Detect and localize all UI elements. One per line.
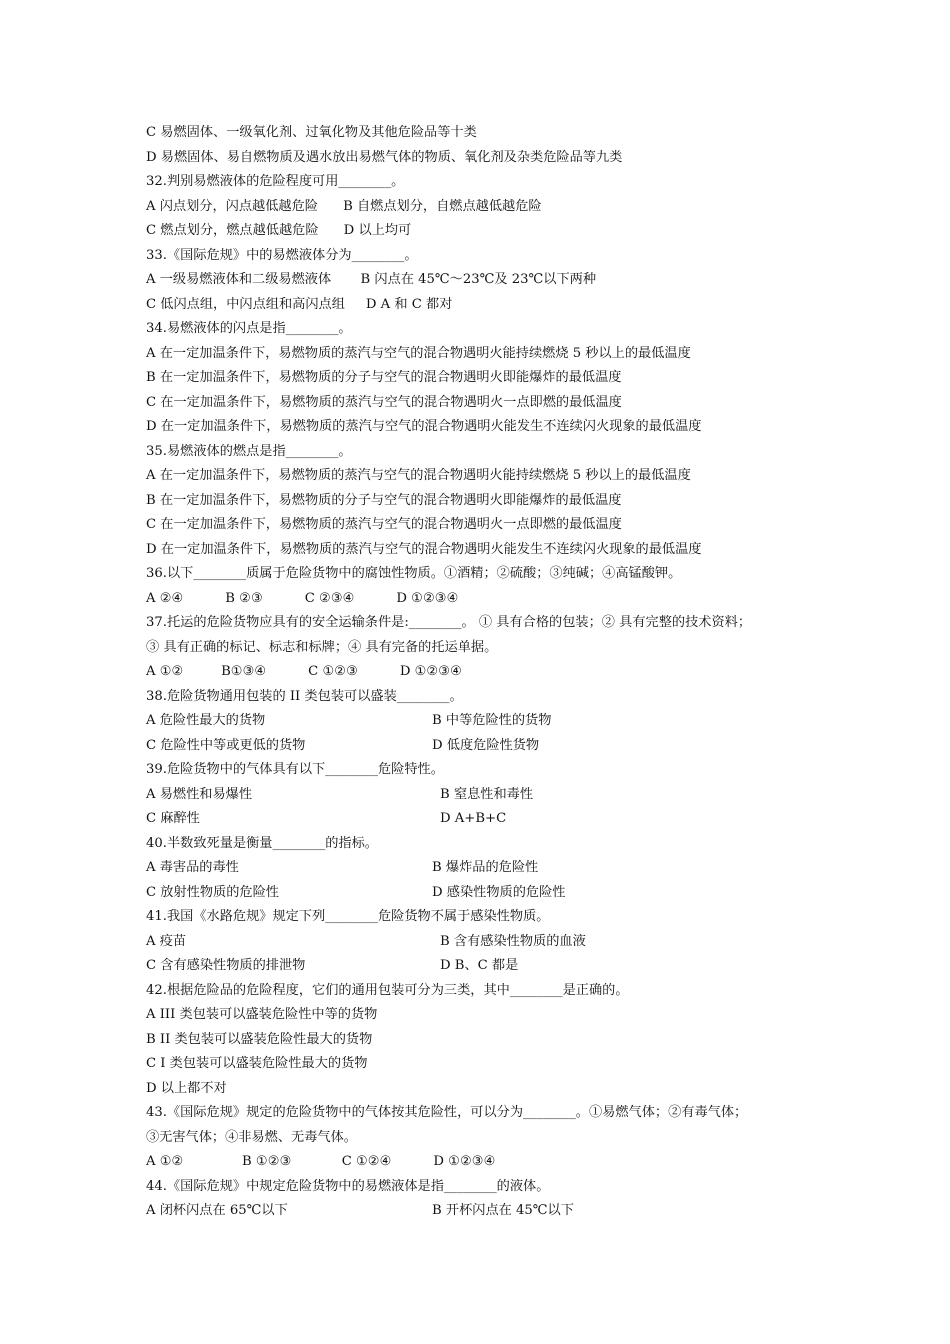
- text-line: A 毒害品的毒性: [146, 860, 239, 875]
- question-35: 35.易燃液体的燃点是指________。: [146, 444, 352, 459]
- text-line: D 在一定加温条件下，易燃物质的蒸汽与空气的混合物遇明火能发生不连续闪火现象的最低温度: [146, 419, 702, 434]
- text-line: A 闪点划分，闪点越低越危险 B 自燃点划分，自燃点越低越危险: [146, 199, 542, 214]
- text-line: A ①② B ①②③ C ①②④ D ①②③④: [146, 1154, 496, 1169]
- text-line: B 在一定加温条件下，易燃物质的分子与空气的混合物遇明火即能爆炸的最低温度: [146, 370, 622, 385]
- text-line: B 爆炸品的危险性: [432, 860, 539, 875]
- text-line: A ①② B①③④ C ①②③ D ①②③④: [146, 664, 462, 679]
- question-38: 38.危险货物通用包装的 II 类包装可以盛装________。: [146, 689, 463, 704]
- question-40: 40.半数致死量是衡量________的指标。: [146, 836, 378, 851]
- text-line: B II 类包装可以盛装危险性最大的货物: [146, 1032, 373, 1047]
- question-42: 42.根据危险品的危险程度，它们的通用包装可分为三类，其中________是正确的。: [146, 983, 629, 998]
- text-line: A 在一定加温条件下，易燃物质的蒸汽与空气的混合物遇明火能持续燃烧 5 秒以上的最低温度: [146, 346, 691, 361]
- text-line: B 中等危险性的货物: [432, 713, 552, 728]
- question-32: 32.判别易燃液体的危险程度可用________。: [146, 174, 405, 189]
- question-34: 34.易燃液体的闪点是指________。: [146, 321, 352, 336]
- text-line: A 一级易燃液体和二级易燃液体 B 闪点在 45℃～23℃及 23℃以下两种: [146, 272, 597, 287]
- text-line: C 低闪点组，中闪点组和高闪点组 D A 和 C 都对: [146, 297, 453, 312]
- text-line: C I 类包装可以盛装危险性最大的货物: [146, 1056, 368, 1071]
- text-line: D B、C 都是: [440, 958, 519, 973]
- text-line: C 放射性物质的危险性: [146, 885, 279, 900]
- text-line: D 在一定加温条件下，易燃物质的蒸汽与空气的混合物遇明火能发生不连续闪火现象的最低温度: [146, 542, 702, 557]
- text-line: A III 类包装可以盛装危险性中等的货物: [146, 1007, 378, 1022]
- text-line: B 窒息性和毒性: [440, 787, 534, 802]
- text-line: D 感染性物质的危险性: [432, 885, 566, 900]
- text-line: A 闭杯闪点在 65℃以下: [146, 1203, 288, 1218]
- text-line: C 在一定加温条件下，易燃物质的蒸汽与空气的混合物遇明火一点即燃的最低温度: [146, 517, 622, 532]
- text-line: D 低度危险性货物: [432, 738, 540, 753]
- text-line: D A+B+C: [440, 811, 507, 826]
- text-line: A 在一定加温条件下，易燃物质的蒸汽与空气的混合物遇明火能持续燃烧 5 秒以上的最低温度: [146, 468, 691, 483]
- text-line: D 易燃固体、易自燃物质及遇水放出易燃气体的物质、氧化剂及杂类危险品等九类: [146, 150, 623, 165]
- text-line: D 以上都不对: [146, 1081, 227, 1096]
- question-44: 44.《国际危规》中规定危险货物中的易燃液体是指________的液体。: [146, 1179, 550, 1194]
- question-37: 37.托运的危险货物应具有的安全运输条件是:________。 ① 具有合格的包装；② 具有完整的技术资料；: [146, 615, 752, 630]
- question-41: 41.我国《水路危规》规定下列________危险货物不属于感染性物质。: [146, 909, 550, 924]
- question-39: 39.危险货物中的气体具有以下________危险特性。: [146, 762, 444, 777]
- text-line: C 燃点划分，燃点越低越危险 D 以上均可: [146, 223, 412, 238]
- text-line: ③无害气体；④非易燃、无毒气体。: [146, 1130, 357, 1145]
- text-line: B 在一定加温条件下，易燃物质的分子与空气的混合物遇明火即能爆炸的最低温度: [146, 493, 622, 508]
- text-line: C 麻醉性: [146, 811, 200, 826]
- text-line: A 易燃性和易爆性: [146, 787, 253, 802]
- question-43: 43.《国际危规》规定的危险货物中的气体按其危险性，可以分为________。①易燃气体；②有毒气体；: [146, 1105, 748, 1120]
- question-33: 33.《国际危规》中的易燃液体分为________。: [146, 248, 418, 263]
- text-line: B 含有感染性物质的血液: [440, 934, 586, 949]
- text-line: C 含有感染性物质的排泄物: [146, 958, 306, 973]
- text-line: ③ 具有正确的标记、标志和标牌；④ 具有完备的托运单据。: [146, 640, 498, 655]
- text-line: A 疫苗: [146, 934, 187, 949]
- text-line: B 开杯闪点在 45℃以下: [432, 1203, 574, 1218]
- question-36: 36.以下________质属于危险货物中的腐蚀性物质。①酒精；②硫酸；③纯碱；④高锰酸钾。: [146, 566, 682, 581]
- text-line: C 危险性中等或更低的货物: [146, 738, 306, 753]
- text-line: A ②④ B ②③ C ②③④ D ①②③④: [146, 591, 459, 606]
- text-line: C 在一定加温条件下，易燃物质的蒸汽与空气的混合物遇明火一点即燃的最低温度: [146, 395, 622, 410]
- text-line: A 危险性最大的货物: [146, 713, 266, 728]
- text-line: C 易燃固体、一级氧化剂、过氧化物及其他危险品等十类: [146, 125, 477, 140]
